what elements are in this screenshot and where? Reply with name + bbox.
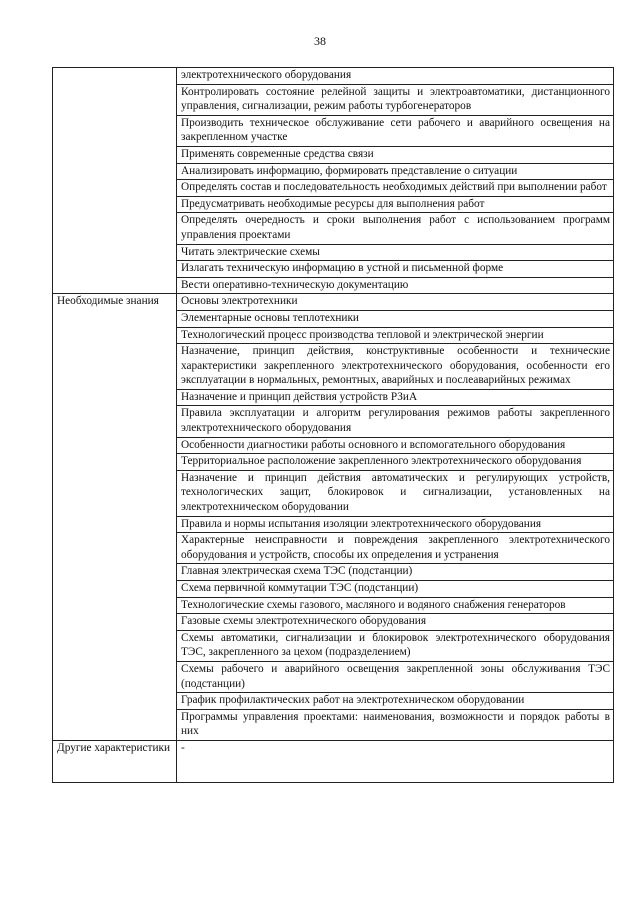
table-body: [53, 68, 614, 783]
section-item: Программы управления проектами: наименования, возможности и порядок работы в них: [177, 709, 614, 740]
section-item: Применять современные средства связи: [177, 146, 614, 163]
section-item: Назначение, принцип действия, конструктивные особенности и технические характеристики закрепленного электротехнического оборудования, особенности его эксплуатации в нормальных, ремонтных, аварийных и послеаварийных режимах: [177, 344, 614, 390]
section-item: электротехнического оборудования: [177, 68, 614, 85]
section-item: -: [177, 740, 614, 782]
section-item: Назначение и принцип действия автоматических и регулирующих устройств, технологических защит, блокировок и сигнализации, установленных на электротехническом оборудовании: [177, 470, 614, 516]
section-label: Другие характеристики: [53, 740, 177, 782]
section-item: Технологический процесс производства тепловой и электрической энергии: [177, 327, 614, 344]
section-item: Определять очередность и сроки выполнения работ с использованием программ управления проектами: [177, 213, 614, 244]
section-item: Особенности диагностики работы основного и вспомогательного оборудования: [177, 437, 614, 454]
section-item: Предусматривать необходимые ресурсы для выполнения работ: [177, 196, 614, 213]
table-row: [53, 68, 614, 85]
section-item: Главная электрическая схема ТЭС (подстанции): [177, 564, 614, 581]
section-item: График профилактических работ на электротехническом оборудовании: [177, 693, 614, 710]
section-item: Производить техническое обслуживание сети рабочего и аварийного освещения на закрепленном участке: [177, 115, 614, 146]
section-item: Технологические схемы газового, масляного и водяного снабжения генераторов: [177, 597, 614, 614]
section-item: Читать электрические схемы: [177, 244, 614, 261]
section-item: Территориальное расположение закрепленного электротехнического оборудования: [177, 454, 614, 471]
table-row: [53, 294, 614, 311]
section-item: Анализировать информацию, формировать представление о ситуации: [177, 163, 614, 180]
section-item: Газовые схемы электротехнического оборудования: [177, 614, 614, 631]
section-item: Правила эксплуатации и алгоритм регулирования режимов работы закрепленного электротехнического оборудования: [177, 406, 614, 437]
section-item: Вести оперативно-техническую документацию: [177, 277, 614, 294]
section-item: Схемы автоматики, сигнализации и блокировок электротехнического оборудования ТЭС, закрепленного за цехом (подразделением): [177, 630, 614, 661]
section-item: Основы электротехники: [177, 294, 614, 311]
section-item: Характерные неисправности и повреждения закрепленного электротехнического оборудования и устройств, способы их определения и устранения: [177, 533, 614, 564]
section-item: Правила и нормы испытания изоляции электротехнического оборудования: [177, 516, 614, 533]
section-item: Излагать техническую информацию в устной и письменной форме: [177, 261, 614, 278]
section-label: [53, 68, 177, 294]
section-item: Схема первичной коммутации ТЭС (подстанции): [177, 581, 614, 598]
table-row: [53, 740, 614, 782]
page-number: 38: [314, 34, 326, 48]
section-item: Назначение и принцип действия устройств РЗиА: [177, 389, 614, 406]
section-item: Контролировать состояние релейной защиты и электроавтоматики, дистанционного управления, сигнализации, режим работы турбогенераторов: [177, 84, 614, 115]
section-item: Определять состав и последовательность необходимых действий при выполнении работ: [177, 180, 614, 197]
section-item: Схемы рабочего и аварийного освещения закрепленной зоны обслуживания ТЭС (подстанции): [177, 661, 614, 692]
competency-table: [52, 67, 614, 783]
section-label: Необходимые знания: [53, 294, 177, 741]
section-item: Элементарные основы теплотехники: [177, 310, 614, 327]
